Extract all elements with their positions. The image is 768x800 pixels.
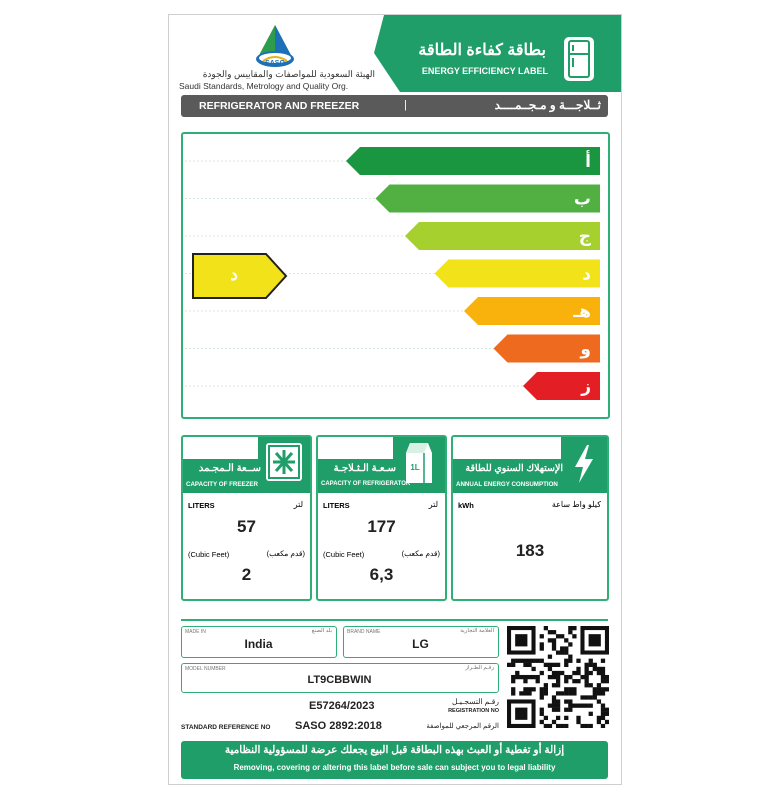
brand-value: LG bbox=[412, 637, 429, 651]
rated-class-letter: د bbox=[230, 265, 238, 284]
energy-class-letter: ب bbox=[573, 189, 591, 210]
freezer-unit-ar: لتر bbox=[293, 500, 303, 509]
made-in-value: India bbox=[244, 637, 273, 651]
refrigerator-cubic-feet-value: 6,3 bbox=[369, 565, 394, 584]
energy-class-letter: هـ bbox=[573, 302, 591, 322]
label-title-ar: بطاقة كفاءة الطاقة bbox=[418, 42, 546, 59]
made-in-label-ar: بلد الصنع bbox=[311, 628, 332, 634]
energy-class-letter: ج bbox=[578, 227, 591, 247]
model-label-ar: رقـم الطـراز bbox=[465, 665, 494, 671]
category-bar bbox=[181, 95, 608, 117]
freezer-panel bbox=[181, 435, 312, 601]
brand-label-en: BRAND NAME bbox=[347, 629, 381, 635]
footer-warning-banner bbox=[181, 741, 608, 779]
made-in-field bbox=[181, 626, 337, 658]
category-ar: ثــلاجـــة و مـجــمــــد bbox=[494, 98, 601, 112]
category-separator: | bbox=[404, 99, 407, 111]
org-name-en: Saudi Standards, Metrology and Quality Org. bbox=[179, 81, 349, 91]
category-en: REFRIGERATOR AND FREEZER bbox=[199, 100, 360, 112]
energy-class-bar bbox=[405, 222, 600, 250]
footer-warning-ar: إزالة أو تغطية أو العبث بهذه البطاقة قبل البيع يجعلك عرضة للمسؤولية النظامية bbox=[224, 744, 565, 756]
lightning-icon bbox=[569, 443, 599, 485]
model-field bbox=[181, 663, 499, 693]
energy-class-bar bbox=[346, 147, 600, 175]
refrigerator-title-ar: سـعـة الـثـلاجـة bbox=[333, 463, 396, 474]
freezer-cf-en: (Cubic Feet) bbox=[188, 550, 230, 559]
energy-class-bar bbox=[435, 260, 601, 288]
refrigerator-panel bbox=[316, 435, 447, 601]
saso-logo-text: SASO bbox=[265, 60, 285, 67]
energy-scale-panel bbox=[181, 132, 610, 419]
details-top-rule bbox=[181, 619, 608, 621]
refrigerator-unit-ar: لتر bbox=[428, 500, 438, 509]
model-label-en: MODEL NUMBER bbox=[185, 666, 226, 672]
standard-label-en: STANDARD REFERENCE NO bbox=[181, 724, 271, 731]
energy-class-letter: و bbox=[580, 339, 591, 360]
freezer-cubic-feet-value: 2 bbox=[241, 565, 252, 584]
freezer-cf-ar: (قدم مكعب) bbox=[266, 549, 305, 558]
snowflake-icon bbox=[266, 443, 302, 481]
refrigerator-liters-value: 177 bbox=[367, 517, 396, 536]
energy-panel-header bbox=[453, 437, 607, 493]
freezer-panel-header bbox=[183, 437, 310, 493]
registration-label-ar: رقـم التسجـيـل bbox=[452, 697, 499, 706]
energy-unit-ar: كيلو واط ساعة bbox=[551, 500, 601, 509]
freezer-liters-value: 57 bbox=[237, 517, 256, 536]
energy-consumption-panel bbox=[451, 435, 609, 601]
refrigerator-panel-header bbox=[318, 437, 445, 493]
refrigerator-unit-en: LITERS bbox=[323, 501, 350, 510]
energy-label bbox=[168, 14, 622, 785]
energy-class-letter: أ bbox=[585, 152, 591, 172]
milk-carton-icon bbox=[402, 441, 436, 485]
standard-value: SASO 2892:2018 bbox=[295, 720, 382, 732]
energy-unit-en: kWh bbox=[458, 501, 474, 510]
freezer-title-en: CAPACITY OF FREEZER bbox=[186, 481, 258, 488]
energy-title-en: ANNUAL ENERGY CONSUMPTION bbox=[456, 481, 558, 488]
registration-label-en: REGISTRATION NO bbox=[448, 708, 499, 714]
qr-code bbox=[507, 626, 609, 728]
freezer-title-ar: ســعة الـمجـمد bbox=[198, 463, 261, 474]
milk-carton-label: 1L bbox=[410, 463, 420, 472]
brand-label-ar: العلامة التجارية bbox=[460, 628, 494, 634]
qr-code-icon bbox=[507, 626, 609, 728]
label-title-en: ENERGY EFFICIENCY LABEL bbox=[421, 66, 548, 76]
refrigerator-cf-en: (Cubic Feet) bbox=[323, 550, 365, 559]
registration-value: E57264/2023 bbox=[309, 700, 375, 712]
freezer-unit-en: LITERS bbox=[188, 501, 215, 510]
brand-field bbox=[343, 626, 499, 658]
refrigerator-title-en: CAPACITY OF REFRIGERATOR bbox=[321, 481, 411, 487]
footer-warning-en: Removing, covering or altering this label before sale can subject you to legal liability bbox=[233, 763, 556, 772]
standard-label-ar: الرقم المرجعي للمواصفة bbox=[426, 723, 499, 730]
energy-class-letter: ز bbox=[581, 377, 591, 397]
made-in-label-en: MADE IN bbox=[185, 629, 206, 635]
saso-logo bbox=[255, 23, 295, 69]
refrigerator-cf-ar: (قدم مكعب) bbox=[401, 549, 440, 558]
energy-class-letter: د bbox=[582, 264, 591, 285]
model-value: LT9CBBWIN bbox=[307, 674, 372, 686]
energy-title-ar: الإستهلاك السنوي للطاقة bbox=[465, 463, 563, 474]
org-name-ar: الهيئة السعودية للمواصفات والمقاييس والجودة bbox=[202, 69, 375, 79]
rated-class-arrow bbox=[192, 253, 288, 299]
label-title-banner bbox=[374, 15, 622, 92]
fridge-icon bbox=[564, 37, 594, 81]
energy-value: 183 bbox=[515, 541, 545, 560]
energy-class-bar bbox=[376, 185, 601, 213]
